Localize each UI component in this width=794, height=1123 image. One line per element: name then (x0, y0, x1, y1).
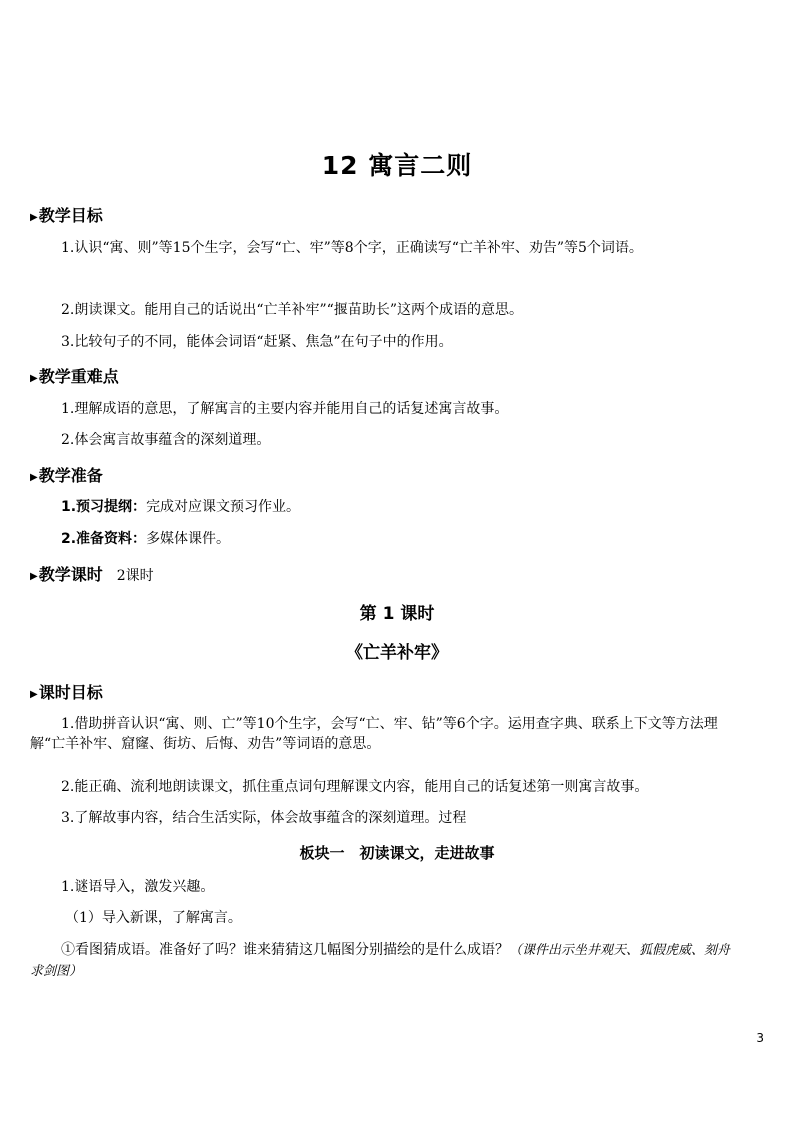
block1-step1-sub: （1）导入新课，了解寓言。 (65, 910, 242, 926)
hours-heading-label: 教学课时 (38, 565, 103, 584)
preparation-item-label: 1.预习提纲： (61, 499, 147, 515)
lesson-subtitle: 《亡羊补牢》 (346, 643, 448, 663)
lesson-objectives-item-3: 3.了解故事内容，结合生活实际，体会故事蕴含的深刻道理。过程 (61, 810, 467, 826)
preparation-item-2 (61, 529, 230, 549)
preparation-item-text: 完成对应课文预习作业。 (146, 499, 301, 515)
objectives-item-3: 3.比较句子的不同，能体会词语“赶紧、焦急”在句子中的作用。 (61, 334, 453, 350)
block1-step1-detail (30, 940, 730, 982)
triangle-bullet-icon: ▶ (30, 212, 38, 223)
lesson-objectives-heading (30, 680, 103, 703)
lesson-objectives-item-2: 2.能正确、流利地朗读课文，抓住重点词句理解课文内容，能用自己的话复述第一则寓言故事。 (61, 779, 649, 795)
block1-step1-note: （课件出示坐井观天、狐假虎威、刻舟求剑图） (30, 943, 731, 979)
lesson-objectives-item-1: 1.借助拼音认识“寓、则、亡”等10个生字，会写“亡、牢、钻”等6个字。运用查字典、联系上下文等方法理解“亡羊补牢、窟窿、街坊、后悔、劝告”等词语的意思。 (30, 716, 718, 752)
block1-heading: 板块一 初读课文，走进故事 (299, 844, 495, 862)
triangle-bullet-icon: ▶ (30, 373, 38, 384)
keypoints-heading (30, 364, 119, 387)
document-title: 12 寓言二则 (321, 151, 473, 180)
hours-heading (30, 562, 154, 585)
preparation-item-text: 多媒体课件。 (146, 531, 231, 547)
objectives-heading-label: 教学目标 (38, 206, 103, 225)
triangle-bullet-icon: ▶ (30, 689, 38, 700)
block1-step1: 1.谜语导入，激发兴趣。 (61, 879, 215, 895)
lesson-heading: 第 1 课时 (359, 604, 435, 624)
preparation-heading-label: 教学准备 (38, 466, 103, 485)
objectives-item-2: 2.朗读课文。能用自己的话说出“亡羊补牢”“揠苗助长”这两个成语的意思。 (61, 302, 523, 318)
preparation-item-1 (61, 497, 300, 517)
preparation-item-label: 2.准备资料： (61, 531, 147, 547)
triangle-bullet-icon: ▶ (30, 571, 38, 582)
triangle-bullet-icon: ▶ (30, 472, 38, 483)
block1-step1-detail-text: ①看图猜成语。准备好了吗？谁来猜猜这几幅图分别描绘的是什么成语？ (61, 942, 509, 958)
keypoints-item-1: 1.理解成语的意思，了解寓言的主要内容并能用自己的话复述寓言故事。 (61, 401, 509, 417)
hours-value: 2课时 (116, 568, 154, 584)
preparation-heading (30, 463, 103, 486)
lesson-objectives-heading-label: 课时目标 (38, 683, 103, 702)
keypoints-heading-label: 教学重难点 (38, 367, 119, 386)
keypoints-item-2: 2.体会寓言故事蕴含的深刻道理。 (61, 432, 271, 448)
objectives-item-1: 1.认识“寓、则”等15个生字，会写“亡、牢”等8个字，正确读写“亡羊补牢、劝告”等5个词语。 (61, 240, 643, 256)
objectives-heading (30, 203, 103, 226)
page-number: 3 (756, 1031, 764, 1045)
